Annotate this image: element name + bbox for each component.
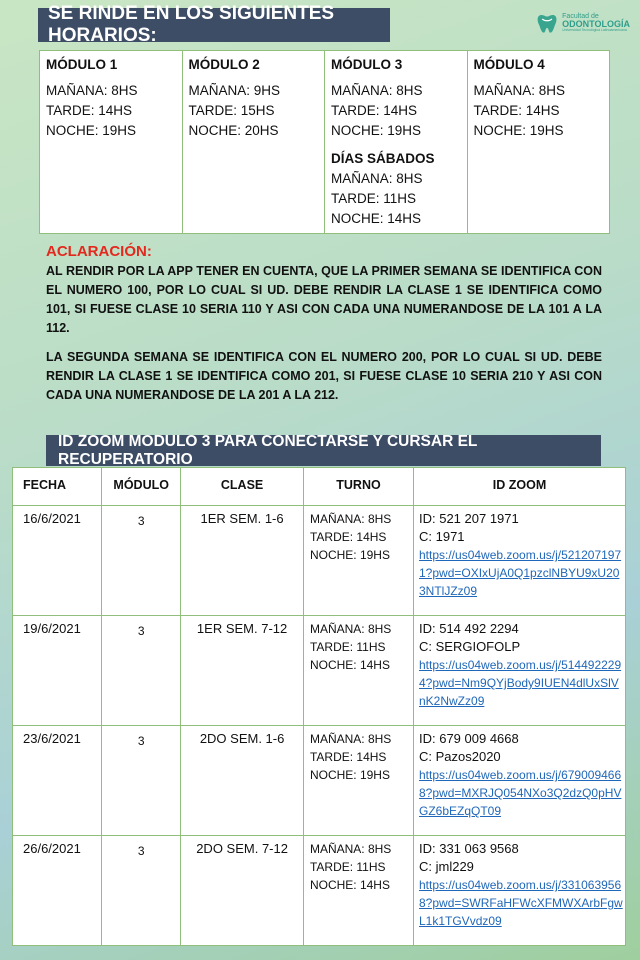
table-row	[13, 726, 626, 836]
zoom-link[interactable]: https://us04web.zoom.us/j/5212071971?pwd=OXIxUjA0Q1pzclNBYU9xU203NTlJZz09	[419, 548, 622, 598]
module-cell	[325, 51, 468, 234]
clarification-title: ACLARACIÓN:	[46, 243, 152, 260]
turno-line: NOCHE: 14HS	[309, 878, 390, 892]
header-id-zoom: ID ZOOM	[414, 468, 626, 506]
module-line: NOCHE: 20HS	[188, 123, 279, 138]
table-row	[13, 836, 626, 946]
module-line: MAÑANA: 8HS	[331, 171, 423, 186]
module-line: TARDE: 15HS	[188, 103, 275, 118]
cell-turno	[303, 726, 413, 836]
faculty-logo	[535, 8, 630, 38]
zoom-id: ID: 521 207 1971	[419, 511, 519, 526]
clarification-note	[46, 243, 602, 405]
zoom-link[interactable]: https://us04web.zoom.us/j/5144922294?pwd=Nm9QYjBody9IUEN4dlUxSlVnK2NwZz09	[419, 658, 622, 708]
turno-line: NOCHE: 19HS	[309, 768, 390, 782]
module-line: NOCHE: 19HS	[331, 123, 422, 138]
cell-id-zoom	[414, 836, 626, 946]
module-line: NOCHE: 19HS	[46, 123, 137, 138]
module-line: MAÑANA: 8HS	[473, 83, 566, 98]
module-cell	[467, 51, 610, 234]
module-cell	[182, 51, 325, 234]
header-modulo: MÓDULO	[102, 468, 181, 506]
module-line: NOCHE: 14HS	[331, 211, 422, 226]
turno-line: MAÑANA: 8HS	[309, 842, 392, 856]
turno-line: NOCHE: 14HS	[309, 658, 390, 672]
cell-fecha: 23/6/2021	[13, 726, 102, 836]
module-line: TARDE: 14HS	[473, 103, 560, 118]
turno-line: MAÑANA: 8HS	[309, 622, 392, 636]
module-line: TARDE: 14HS	[46, 103, 133, 118]
turno-line: TARDE: 11HS	[309, 640, 386, 654]
cell-modulo: 3	[102, 726, 181, 836]
module-title: MÓDULO 2	[188, 57, 260, 72]
clarification-paragraph-1: AL RENDIR POR LA APP TENER EN CUENTA, QUE LA PRIMER SEMANA SE IDENTIFICA CON EL NUMERO 100, POR LO CUAL SI UD. DEBE RENDIR LA CLASE 1 SE IDENTIFICA COMO 101, SI FUESE CLASE 10 SERIA 110 Y ASI CON CADA UNA NUMERANDOSE DE LA 101 A LA 112.	[46, 264, 602, 335]
cell-turno	[303, 506, 413, 616]
module-title: MÓDULO 1	[46, 57, 118, 72]
zoom-code: C: SERGIOFOLP	[419, 639, 521, 654]
cell-fecha: 26/6/2021	[13, 836, 102, 946]
cell-clase: 1ER SEM. 1-6	[181, 506, 304, 616]
zoom-header-row	[13, 468, 626, 506]
module-line: NOCHE: 19HS	[473, 123, 564, 138]
zoom-code: C: 1971	[419, 529, 465, 544]
cell-id-zoom	[414, 506, 626, 616]
cell-modulo: 3	[102, 836, 181, 946]
module-line: TARDE: 11HS	[331, 191, 417, 206]
turno-line: MAÑANA: 8HS	[309, 512, 392, 526]
header-fecha: FECHA	[13, 468, 102, 506]
zoom-id: ID: 331 063 9568	[419, 841, 519, 856]
cell-turno	[303, 836, 413, 946]
cell-fecha: 19/6/2021	[13, 616, 102, 726]
cell-turno	[303, 616, 413, 726]
zoom-link[interactable]: https://us04web.zoom.us/j/6790094668?pwd=MXRJQ054NXo3Q2dzQ0pHVGZ6bEZqQT09	[419, 768, 622, 818]
logo-line2: ODONTOLOGÍA	[562, 19, 630, 30]
turno-line: NOCHE: 19HS	[309, 548, 390, 562]
saturday-title: DÍAS SÁBADOS	[331, 151, 435, 166]
module-title: MÓDULO 4	[473, 57, 545, 72]
zoom-code: C: Pazos2020	[419, 749, 501, 764]
turno-line: TARDE: 14HS	[309, 530, 387, 544]
header-turno: TURNO	[303, 468, 413, 506]
turno-line: TARDE: 11HS	[309, 860, 386, 874]
cell-modulo: 3	[102, 506, 181, 616]
cell-clase: 1ER SEM. 7-12	[181, 616, 304, 726]
zoom-id: ID: 514 492 2294	[419, 621, 519, 636]
logo-line1: Facultad de	[562, 13, 599, 21]
cell-clase: 2DO SEM. 7-12	[181, 836, 304, 946]
tooth-leaf-icon	[535, 9, 559, 37]
zoom-code: C: jml229	[419, 859, 474, 874]
header-clase: CLASE	[181, 468, 304, 506]
cell-id-zoom	[414, 726, 626, 836]
modules-schedule-table	[39, 50, 610, 234]
zoom-id: ID: 679 009 4668	[419, 731, 519, 746]
schedule-banner: SE RINDE EN LOS SIGUIENTES HORARIOS:	[38, 8, 390, 42]
turno-line: TARDE: 14HS	[309, 750, 387, 764]
module-line: MAÑANA: 8HS	[46, 83, 138, 98]
zoom-banner: ID ZOOM MODULO 3 PARA CONECTARSE Y CURSAR EL RECUPERATORIO	[46, 435, 601, 466]
module-line: TARDE: 14HS	[331, 103, 418, 118]
cell-id-zoom	[414, 616, 626, 726]
zoom-table	[12, 467, 626, 946]
clarification-paragraph-2: LA SEGUNDA SEMANA SE IDENTIFICA CON EL NUMERO 200, POR LO CUAL SI UD. DEBE RENDIR LA CLASE 1 SE IDENTIFICA COMO 201, SI FUESE CLASE 10 SERIA 210 Y ASI CON CADA UNA NUMERANDOSE DE LA 201 A LA 212.	[46, 350, 602, 402]
turno-line: MAÑANA: 8HS	[309, 732, 392, 746]
cell-clase: 2DO SEM. 1-6	[181, 726, 304, 836]
module-line: MAÑANA: 9HS	[188, 83, 281, 98]
module-title: MÓDULO 3	[331, 57, 403, 72]
cell-fecha: 16/6/2021	[13, 506, 102, 616]
table-row	[13, 616, 626, 726]
table-row	[13, 506, 626, 616]
module-cell	[40, 51, 183, 234]
module-line: MAÑANA: 8HS	[331, 83, 423, 98]
logo-line3: Universidad Tecnológica Latinoamericana	[562, 28, 627, 33]
zoom-link[interactable]: https://us04web.zoom.us/j/3310639568?pwd=SWRFaHFWcXFMWXArbFgwL1k1TGVvdz09	[419, 878, 623, 928]
cell-modulo: 3	[102, 616, 181, 726]
